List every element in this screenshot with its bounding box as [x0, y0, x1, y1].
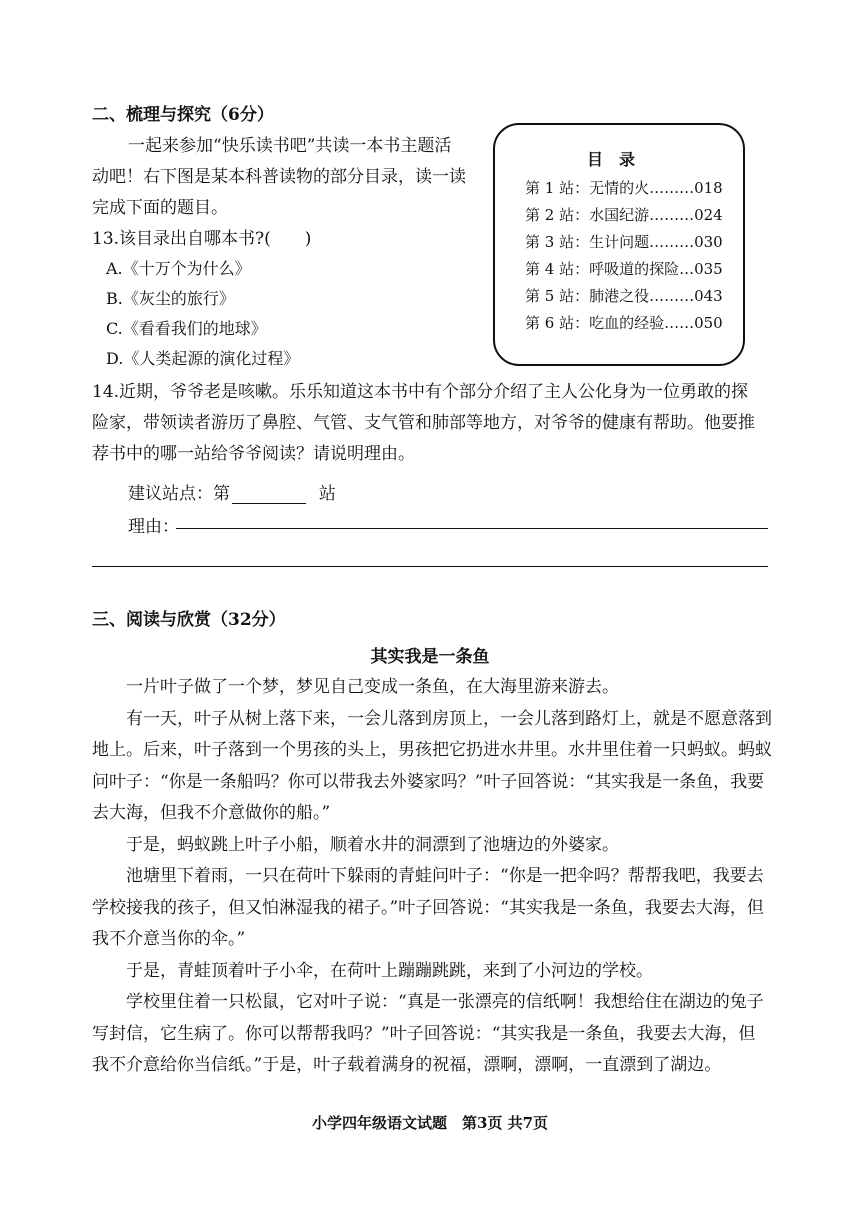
question-14-line-1: 14.近期，爷爷老是咳嗽。乐乐知道这本书中有个部分介绍了主人公化身为一位勇敢的探	[92, 382, 749, 402]
option-a[interactable]: A.《十万个为什么》	[106, 259, 251, 278]
station-suffix: 站	[318, 484, 336, 504]
toc-item-2: 第 2 站：水国纪游………024	[525, 206, 723, 224]
reason-line-2[interactable]	[92, 566, 768, 567]
section2-heading: 二、梳理与探究（6分）	[92, 105, 274, 125]
intro-line-1: 一起来参加“快乐读书吧”共读一本书主题活	[128, 136, 452, 156]
intro-line-3: 完成下面的题目。	[92, 198, 228, 218]
story-paragraph-6: 学校里住着一只松鼠，它对叶子说：“真是一张漂亮的信纸啊！我想给住在湖边的兔子写封信，它生病了。你可以帮帮我吗？”叶子回答说：“其实我是一条鱼，我要去大海，但我不介意给你当信纸。”于是，叶子载着满身的祝福，漂啊，漂啊，一直漂到了湖边。	[92, 992, 764, 1075]
station-label: 建议站点：第	[128, 484, 230, 504]
toc-item-5: 第 5 站：肺港之役………043	[525, 287, 723, 305]
reason-line-1[interactable]	[176, 528, 768, 529]
toc-item-3: 第 3 站：生计问题………030	[525, 233, 723, 251]
section3-heading: 三、阅读与欣赏（32分）	[92, 610, 286, 630]
toc-item-6: 第 6 站：吃血的经验……050	[525, 314, 723, 332]
story-paragraph-1: 一片叶子做了一个梦，梦见自己变成一条鱼，在大海里游来游去。	[126, 677, 619, 697]
story-paragraph-4: 池塘里下着雨，一只在荷叶下躲雨的青蛙问叶子：“你是一把伞吗？帮帮我吧，我要去学校接我的孩子，但又怕淋湿我的裙子。”叶子回答说：“其实我是一条鱼，我要去大海，但我不介意当你的伞。”	[92, 866, 764, 949]
question-13: 13.该目录出自哪本书?( )	[92, 229, 312, 249]
toc-title: 目录	[586, 150, 651, 169]
page-footer: 小学四年级语文试题 第3页 共7页	[311, 1114, 549, 1132]
option-d[interactable]: D.《人类起源的演化过程》	[106, 349, 300, 368]
station-blank[interactable]	[232, 485, 306, 504]
question-14-line-3: 荐书中的哪一站给爷爷阅读？请说明理由。	[92, 444, 415, 464]
story-body	[92, 672, 772, 1082]
story-title: 其实我是一条鱼	[370, 647, 490, 667]
story-paragraph-2: 有一天，叶子从树上落下来，一会儿落到房顶上，一会儿落到路灯上，就是不愿意落到地上。后来，叶子落到一个男孩的头上，男孩把它扔进水井里。水井里住着一只蚂蚁。蚂蚁问叶子：“你是一条船吗？你可以带我去外婆家吗？”叶子回答说：“其实我是一条鱼，我要去大海，但我不介意做你的船。”	[92, 708, 772, 823]
reason-label: 理由：	[128, 517, 179, 537]
intro-line-2: 动吧！右下图是某本科普读物的部分目录，读一读	[92, 167, 466, 187]
toc-item-4: 第 4 站：呼吸道的探险…035	[525, 260, 723, 278]
toc-item-1: 第 1 站：无情的火………018	[525, 179, 723, 197]
story-paragraph-5: 于是，青蛙顶着叶子小伞，在荷叶上蹦蹦跳跳，来到了小河边的学校。	[126, 960, 653, 981]
story-paragraph-3: 于是，蚂蚁跳上叶子小船，顺着水井的洞漂到了池塘边的外婆家。	[126, 834, 619, 855]
question-14-line-2: 险家，带领读者游历了鼻腔、气管、支气管和肺部等地方，对爷爷的健康有帮助。他要推	[92, 413, 755, 433]
station-answer-row	[128, 479, 336, 504]
table-of-contents-box	[493, 123, 745, 366]
option-b[interactable]: B.《灰尘的旅行》	[106, 289, 235, 308]
option-c[interactable]: C.《看看我们的地球》	[106, 319, 267, 338]
